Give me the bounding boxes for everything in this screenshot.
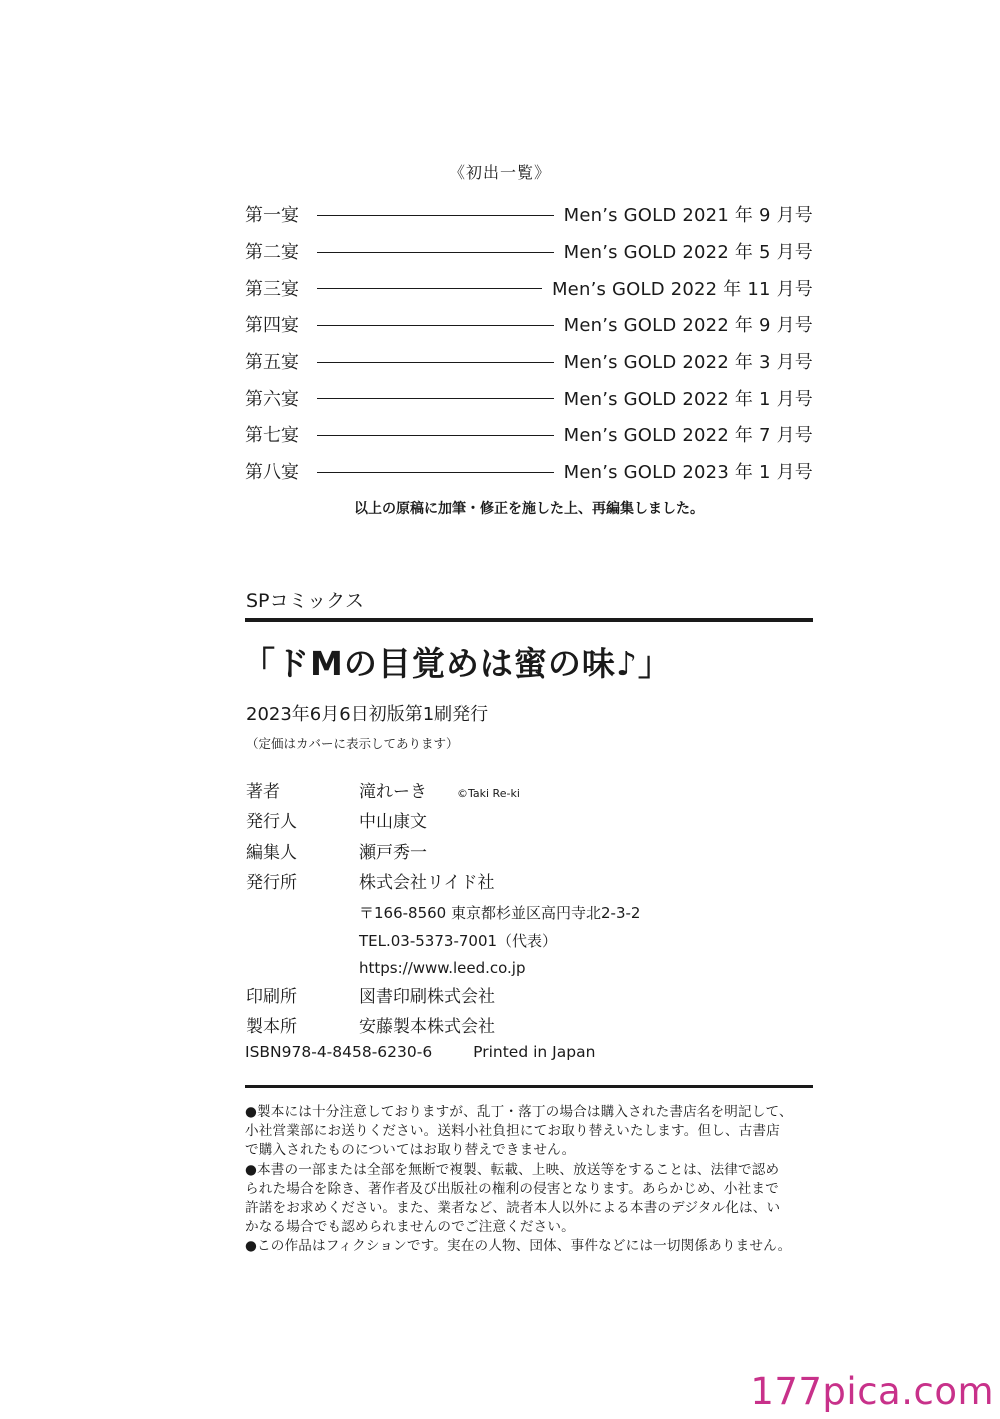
credit-role: 発行所 [246,872,297,893]
chapter-label: 第八宴 [245,462,299,484]
chapter-label: 第四宴 [245,315,299,337]
leader-line [317,398,554,399]
first-appearance-row [245,453,813,490]
chapter-label: 第五宴 [245,352,299,374]
price-note: （定価はカバーに表示してあります） [246,736,459,751]
printer-name: 図書印刷株式会社 [359,987,495,1008]
leader-line [317,362,554,363]
house-url[interactable]: https://www.leed.co.jp [359,959,526,978]
note-line: 許諾をお求めください。また、業者など、読者本人以外による本書のデジタル化は、い [245,1200,781,1217]
first-appearance-row [245,196,813,233]
chapter-label: 第三宴 [245,278,299,300]
chapter-label: 第二宴 [245,242,299,264]
credit-role: 発行人 [246,812,297,833]
leader-line [317,252,554,253]
chapter-label: 第七宴 [245,425,299,447]
first-appearance-row [245,269,813,306]
first-appearance-row [245,343,813,380]
chapter-label: 第一宴 [245,205,299,227]
first-appearance-row [245,416,813,453]
first-appearance-row [245,306,813,343]
note-line: かなる場合でも認められませんのでご注意ください。 [245,1219,575,1236]
chapter-source: Men’s GOLD 2023 年 1 月号 [563,462,813,484]
credit-binder [246,1012,806,1042]
first-appearance-row [245,233,813,270]
credit-role: 編集人 [246,842,297,863]
credit-publisher [246,807,806,837]
editor-name: 瀬戸秀一 [359,842,427,863]
chapter-source: Men’s GOLD 2021 年 9 月号 [563,205,813,227]
leader-line [317,325,554,326]
series-label: SPコミックス [246,590,364,612]
house-tel: TEL.03-5373-7001（代表） [359,931,558,950]
author-name: 滝れーき [359,782,427,802]
credit-house [246,868,806,898]
copyright-notice: ©Taki Re-ki [457,787,520,800]
legal-notes [245,1103,820,1257]
credit-role: 著者 [246,782,280,802]
chapter-label: 第六宴 [245,388,299,410]
first-appearance-list [245,196,813,490]
leader-line [317,435,554,436]
credit-role: 印刷所 [246,987,297,1008]
divider-thick [245,618,813,622]
chapter-source: Men’s GOLD 2022 年 11 月号 [551,278,813,300]
printed-in: Printed in Japan [473,1043,596,1061]
note-line: ●製本には十分注意しておりますが、乱丁・落丁の場合は購入された書店名を明記して、 [245,1104,793,1120]
edition-date: 2023年6月6日初版第1刷発行 [246,704,489,725]
chapter-source: Men’s GOLD 2022 年 5 月号 [563,242,813,264]
leader-line [317,215,554,216]
editorial-note: 以上の原稿に加筆・修正を施した上、再編集しました。 [354,501,704,517]
house-address: 〒166-8560 東京都杉並区高円寺北2-3-2 [359,903,641,922]
leader-line [317,288,542,289]
divider-mid [245,1085,813,1088]
note-line: で購入されたものについてはお取り替えできません。 [245,1142,576,1159]
first-appearance-title: 《初出一覧》 [448,163,551,182]
house-name: 株式会社リイド社 [359,872,495,893]
isbn-line [245,1043,595,1061]
note-line: 小社営業部にお送りください。送料小社負担にてお取り替えいたします。但し、古書店 [245,1123,780,1140]
chapter-source: Men’s GOLD 2022 年 1 月号 [563,388,813,410]
chapter-source: Men’s GOLD 2022 年 9 月号 [563,315,813,337]
note-line: られた場合を除き、著作者及び出版社の権利の侵害となります。あらかじめ、小社まで [245,1180,779,1197]
credits-block [246,777,806,1043]
leader-line [317,472,554,473]
credit-author [246,777,806,807]
credit-role: 製本所 [246,1017,297,1038]
credit-editor [246,838,806,868]
first-appearance-row [245,379,813,416]
publisher-name: 中山康文 [359,812,427,833]
book-title: 「ドMの目覚めは蜜の味♪」 [242,644,672,683]
site-watermark: 177pica.com [750,1370,994,1413]
binder-name: 安藤製本株式会社 [359,1017,495,1038]
chapter-source: Men’s GOLD 2022 年 3 月号 [563,352,813,374]
credit-printer [246,982,806,1012]
note-line: ●この作品はフィクションです。実在の人物、団体、事件などには一切関係ありません。 [245,1238,792,1255]
chapter-source: Men’s GOLD 2022 年 7 月号 [563,425,813,447]
isbn: ISBN978-4-8458-6230-6 [245,1043,433,1061]
note-line: ●本書の一部または全部を無断で複製、転載、上映、放送等をすることは、法律で認め [245,1161,780,1178]
